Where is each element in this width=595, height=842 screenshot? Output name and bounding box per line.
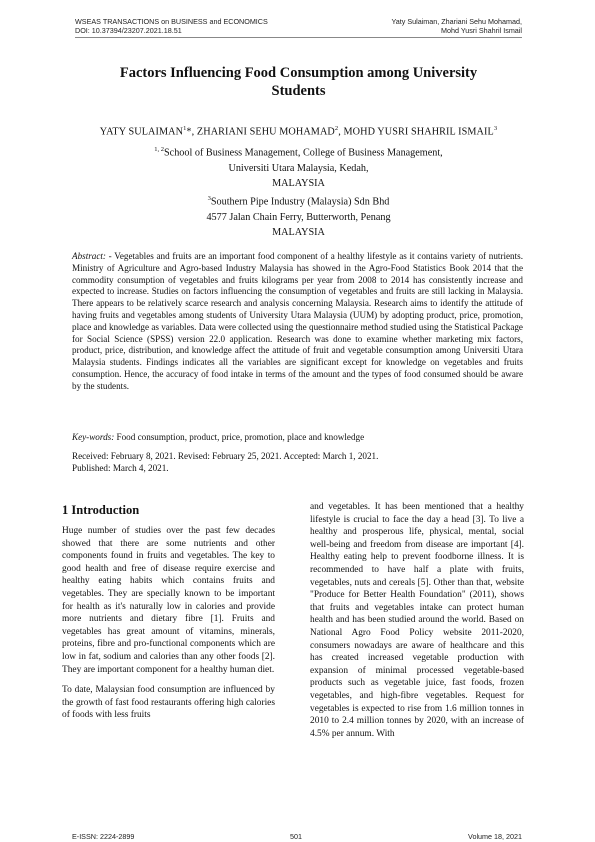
body-column-right xyxy=(310,501,524,748)
header-authors-line1: Yaty Sulaiman, Zhariani Sehu Mohamad, xyxy=(391,17,522,26)
author-1: YATY SULAIMAN xyxy=(99,126,184,138)
running-header-right xyxy=(391,17,522,35)
author-1-affil: 1 xyxy=(183,125,187,132)
keywords-label: Key-words: xyxy=(72,432,115,442)
title-line1: Factors Influencing Food Consumption among University xyxy=(119,65,478,81)
title-line2: Students xyxy=(271,83,326,99)
affiliation-2-marker: 3 xyxy=(207,195,211,202)
affiliation-1-line3: MALAYSIA xyxy=(272,177,325,189)
author-2-affil: 2 xyxy=(334,125,339,132)
footer-page-number: 501 xyxy=(290,832,302,841)
header-divider xyxy=(75,37,522,38)
paragraph: To date, Malaysian food consumption are influenced by the growth of fast food restaurants offering high calories of foods with less fruits xyxy=(62,685,275,721)
dates-line2: Published: March 4, 2021. xyxy=(72,463,169,474)
affiliation-1-line1: School of Business Management, College of Business Management, xyxy=(164,147,443,159)
paper-title xyxy=(75,64,522,100)
author-3-affil: 3 xyxy=(493,125,498,132)
journal-name: WSEAS TRANSACTIONS on BUSINESS and ECONOMICS xyxy=(75,17,268,26)
abstract-label: Abstract: xyxy=(72,251,106,261)
affiliation-2 xyxy=(75,191,522,240)
footer-volume: Volume 18, 2021 xyxy=(468,832,522,841)
body-column-left xyxy=(62,525,275,730)
author-2: ZHARIANI SEHU MOHAMAD xyxy=(196,126,335,138)
affiliation-2-line1: Southern Pipe Industry (Malaysia) Sdn Bhd xyxy=(210,196,390,208)
paragraph: and vegetables. It has been mentioned that a healthy lifestyle is crucial to face the day a head [3]. To live a healthy and prosperous life, physical, mental, social well-being and freedom from disease are important [4]. Healthy eating help to prevent foodborne illness. It is recommended to have half a plate with fruits, vegetables, nuts and cereals [5]. Other than that, website "Produce for Better Health Foundation" (2011), shows that fruits and vegetables intake can protect human health and has been studied around the world. Based on National Agro Food Policy website 2011-2020, consumers nowadays are aware of healthcare and this has created increased vegetable production with expansion of minimal processed vegetable-based products such as vegetable juice, fast foods, frozen vegetables, and high-fibre vegetables. Request for vegetables is expected to rise from 1.6 million tonnes in 2010 to 2.4 million tonnes by 2020, with an increase of 4.5% per annum. With xyxy=(310,502,524,739)
affiliation-1 xyxy=(75,142,522,191)
dates-line1: Received: February 8, 2021. Revised: February 25, 2021. Accepted: March 1, 2021. xyxy=(72,451,379,461)
header-authors-line2: Mohd Yusri Shahril Ismail xyxy=(441,26,522,35)
affiliation-1-marker: 1, 2 xyxy=(154,146,165,153)
section-heading: 1 Introduction xyxy=(62,503,140,517)
corresponding-mark: *, xyxy=(186,126,197,138)
author-list xyxy=(75,122,522,138)
footer-issn: E-ISSN: 2224-2899 xyxy=(72,832,135,841)
abstract xyxy=(72,251,523,393)
affiliation-1-line2: Universiti Utara Malaysia, Kedah, xyxy=(228,162,369,174)
running-header-left xyxy=(75,17,268,35)
doi: DOI: 10.37394/23207.2021.18.51 xyxy=(75,26,182,35)
publication-dates xyxy=(72,450,452,475)
paragraph: Huge number of studies over the past few decades showed that there are some nutrients and other components found in fruits and vegetables. The key to good health and free of disease require exercise and healthy eating habits which contains fruits and vegetables. They are specially known to be important for health as it's naturally low in calories and provide more nutrients and dietary fibre [1]. Fruits and vegetables has great amount of vitamins, minerals, proteins, fibre and pro-functional components which are low in fat, sodium and calories than any other foods [2]. They are important component for a healthy human diet. xyxy=(62,526,275,675)
affiliation-2-line3: MALAYSIA xyxy=(272,226,325,238)
affiliation-2-line2: 4577 Jalan Chain Ferry, Butterworth, Penang xyxy=(206,211,391,223)
keywords-text: Food consumption, product, price, promotion, place and knowledge xyxy=(114,432,365,442)
author-3: , MOHD YUSRI SHAHRIL ISMAIL xyxy=(338,126,494,138)
abstract-text: - Vegetables and fruits are an important food component of a healthy lifestyle as it contains variety of nutrients. Ministry of Agriculture and Agro-based Industry Malaysia has showed in the Agro-Food Statistics Book 2014 that the commodity consumption of vegetables and fruits kilograms per year from 2008 to 2014 has consistently increase and expected to increase. Studies on factors influencing the consumption of vegetables and fruits are still lacking in Malaysia. There appears to be relatively scarce research and analysis concerning Malaysia. Research aims to identify the attitude of having fruits and vegetables among students of University Utara Malaysia (UUM) by adopting product, price, promotion, place and knowledge as variables. Data were collected using the questionnaire method studied using the Statistical Package for Social Science (SPSS) version 22.0 application. Research was done to examine whether marketing mix factors, product, price, distribution, and knowledge affect the attitude of fruit and vegetable consumption among Universiti Utara Malaysia students. Findings indicates all the variables are significant except for knowledge on vegetables and fruits consumption. Hence, the accuracy of food intake in terms of the amount and the types of food consumed should be aware by the students. xyxy=(72,251,523,391)
keywords xyxy=(72,432,523,444)
